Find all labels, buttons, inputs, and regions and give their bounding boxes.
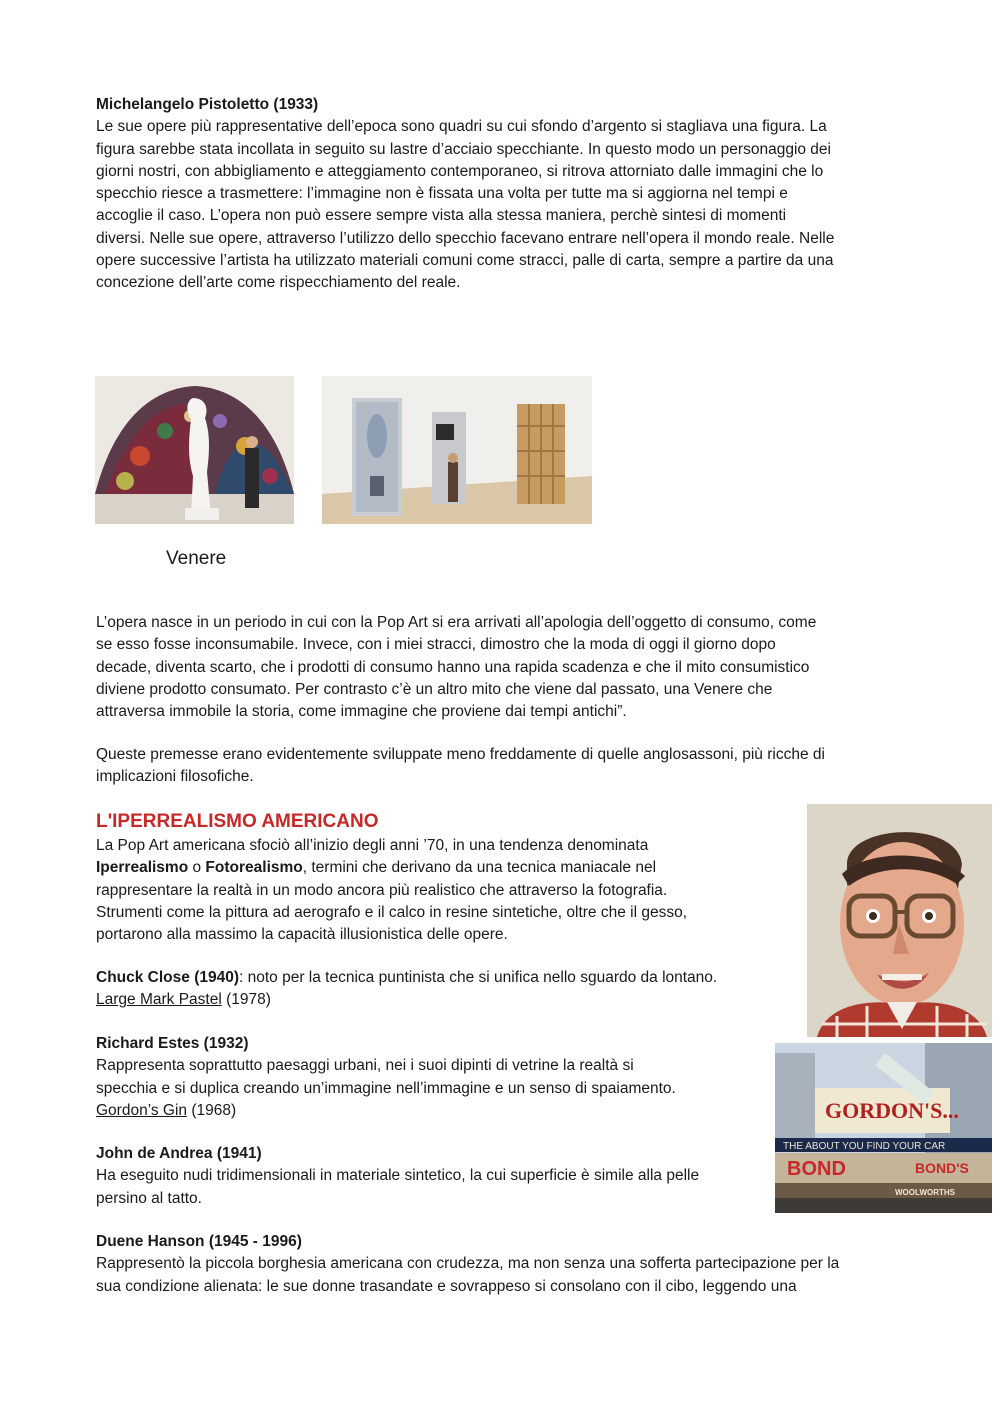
venere-caption: Venere bbox=[166, 548, 227, 569]
quote-line-2: se esso fosse inconsumabile. Invece, con i miei stracci, dimostro che la moda di oggi il giorno dopo bbox=[96, 636, 776, 654]
hanson-line-1: Rappresentò la piccola borghesia americana con crudezza, ma non senza una sofferta partecipazione per la bbox=[96, 1255, 840, 1273]
close-work-line bbox=[96, 989, 717, 1011]
gordons-sign-store-2: BOND'S bbox=[915, 1160, 969, 1176]
iperrealismo-line-5: portarono alla massimo la capacità illusionistica delle opere. bbox=[96, 926, 508, 944]
gordons-sign-brand: GORDON'S... bbox=[825, 1098, 959, 1123]
iperrealismo-line-2-rest: , termini che derivano da una tecnica maniacale nel bbox=[302, 859, 657, 877]
iperrealismo-line-1: La Pop Art americana sfociò all’inizio degli anni ’70, in una tendenza denominata bbox=[96, 837, 649, 854]
pistoletto-line-7: opere successive l’artista ha utilizzato materiali comuni come stracci, palle di carta, sempre a partire da una bbox=[96, 252, 834, 270]
pistoletto-section bbox=[96, 94, 834, 295]
mirror-paintings-image bbox=[322, 376, 592, 524]
estes-work-link[interactable]: Gordon’s Gin bbox=[96, 1101, 188, 1119]
estes-heading: Richard Estes (1932) bbox=[96, 1035, 249, 1052]
estes-line-2: specchia e si duplica creando un’immagine nell’immagine e un senso di spaiamento. bbox=[96, 1079, 676, 1097]
close-work-year: (1978) bbox=[221, 991, 271, 1009]
premesse-line-2: implicazioni filosofiche. bbox=[96, 768, 254, 786]
iperrealismo-line-2 bbox=[96, 857, 687, 879]
andrea-heading: John de Andrea (1941) bbox=[96, 1145, 262, 1162]
quote-paragraph bbox=[96, 612, 816, 723]
pistoletto-line-3: giorni nostri, con abbigliamento e atteggiamento contemporaneo, si ritrova attorniato dalle immagini che lo bbox=[96, 162, 824, 180]
quote-line-5: attraversa immobile la storia, come immagine che proviene dai tempi antichi”. bbox=[96, 703, 627, 721]
venere-image bbox=[95, 376, 294, 524]
estes-work-year: (1968) bbox=[187, 1101, 237, 1119]
hanson-line-2: sua condizione alienata: le sue donne trasandate e sovrappeso si consolano con il cibo, leggendo una bbox=[96, 1277, 797, 1295]
close-section bbox=[96, 967, 717, 1012]
gordons-sign-store-3: WOOLWORTHS bbox=[895, 1188, 955, 1197]
premesse-paragraph bbox=[96, 744, 825, 789]
estes-section bbox=[96, 1033, 676, 1122]
pistoletto-line-6: diversi. Nelle sue opere, attraverso l’utilizzo dello specchio facevano entrare nell’opera il mondo reale. Nelle bbox=[96, 229, 835, 247]
andrea-line-2: persino al tatto. bbox=[96, 1189, 202, 1207]
gordons-sign-store-1: BOND bbox=[787, 1158, 846, 1180]
iperrealismo-term: Iperrealismo bbox=[96, 859, 189, 877]
andrea-section bbox=[96, 1143, 699, 1210]
pistoletto-line-1: Le sue opere più rappresentative dell’epoca sono quadri su cui sfondo d’argento si stagliava una figura. La bbox=[96, 118, 827, 136]
quote-line-4: diviene prodotto consumato. Per contrasto c’è un altro mito che viene dal passato, una Venere che bbox=[96, 680, 773, 698]
estes-line-1: Rappresenta soprattutto paesaggi urbani, nei i suoi dipinti di vetrine la realtà si bbox=[96, 1057, 634, 1075]
close-heading: Chuck Close (1940) bbox=[96, 969, 239, 986]
close-work-link[interactable]: Large Mark Pastel bbox=[96, 991, 222, 1009]
pistoletto-line-4: specchio riesce a trasmettere: l’immagine non è fissata una volta per tutte ma si aggiorna nel tempi e bbox=[96, 185, 788, 203]
pistoletto-heading: Michelangelo Pistoletto (1933) bbox=[96, 96, 319, 113]
fotorealismo-term: Fotorealismo bbox=[205, 859, 303, 877]
pistoletto-line-2: figura sarebbe stata incollata in seguito su lastre d’acciaio specchiante. In questo modo un personaggio dei bbox=[96, 140, 831, 158]
hanson-heading: Duene Hanson (1945 - 1996) bbox=[96, 1233, 302, 1250]
close-line bbox=[96, 967, 717, 989]
close-description: : noto per la tecnica puntinista che si unifica nello sguardo da lontano. bbox=[239, 969, 718, 986]
iperrealismo-title: L'IPERREALISMO AMERICANO bbox=[96, 811, 379, 832]
chuck-close-portrait-image bbox=[807, 804, 992, 1037]
gordons-sign-banner: THE ABOUT YOU FIND YOUR CAR bbox=[783, 1141, 946, 1152]
iperrealismo-conjunction: o bbox=[188, 859, 206, 877]
gordons-gin-image bbox=[775, 1043, 992, 1213]
quote-line-3: decade, diventa scarto, che i prodotti di consumo hanno una rapida scadenza e che il mito consumistico bbox=[96, 658, 810, 676]
estes-work-line bbox=[96, 1100, 676, 1122]
iperrealismo-paragraph bbox=[96, 835, 687, 946]
iperrealismo-line-4: Strumenti come la pittura ad aerografo e il calco in resine sintetiche, oltre che il gesso, bbox=[96, 903, 688, 921]
hanson-section bbox=[96, 1231, 839, 1298]
pistoletto-line-5: accoglie il caso. L’opera non può essere sempre vista alla stessa maniera, perchè sintesi di momenti bbox=[96, 207, 787, 225]
quote-line-1: L’opera nasce in un periodo in cui con la Pop Art si era arrivati all’apologia dell’oggetto di consumo, come bbox=[96, 614, 817, 631]
pistoletto-line-8: concezione dell’arte come rispecchiamento del reale. bbox=[96, 274, 461, 292]
iperrealismo-line-3: rappresentare la realtà in un modo ancora più realistico che attraverso la fotografia. bbox=[96, 881, 668, 899]
premesse-line-1: Queste premesse erano evidentemente sviluppate meno freddamente di quelle anglosassoni, più ricche di bbox=[96, 746, 825, 763]
andrea-line-1: Ha eseguito nudi tridimensionali in materiale sintetico, la cui superficie è simile alla pelle bbox=[96, 1167, 700, 1185]
